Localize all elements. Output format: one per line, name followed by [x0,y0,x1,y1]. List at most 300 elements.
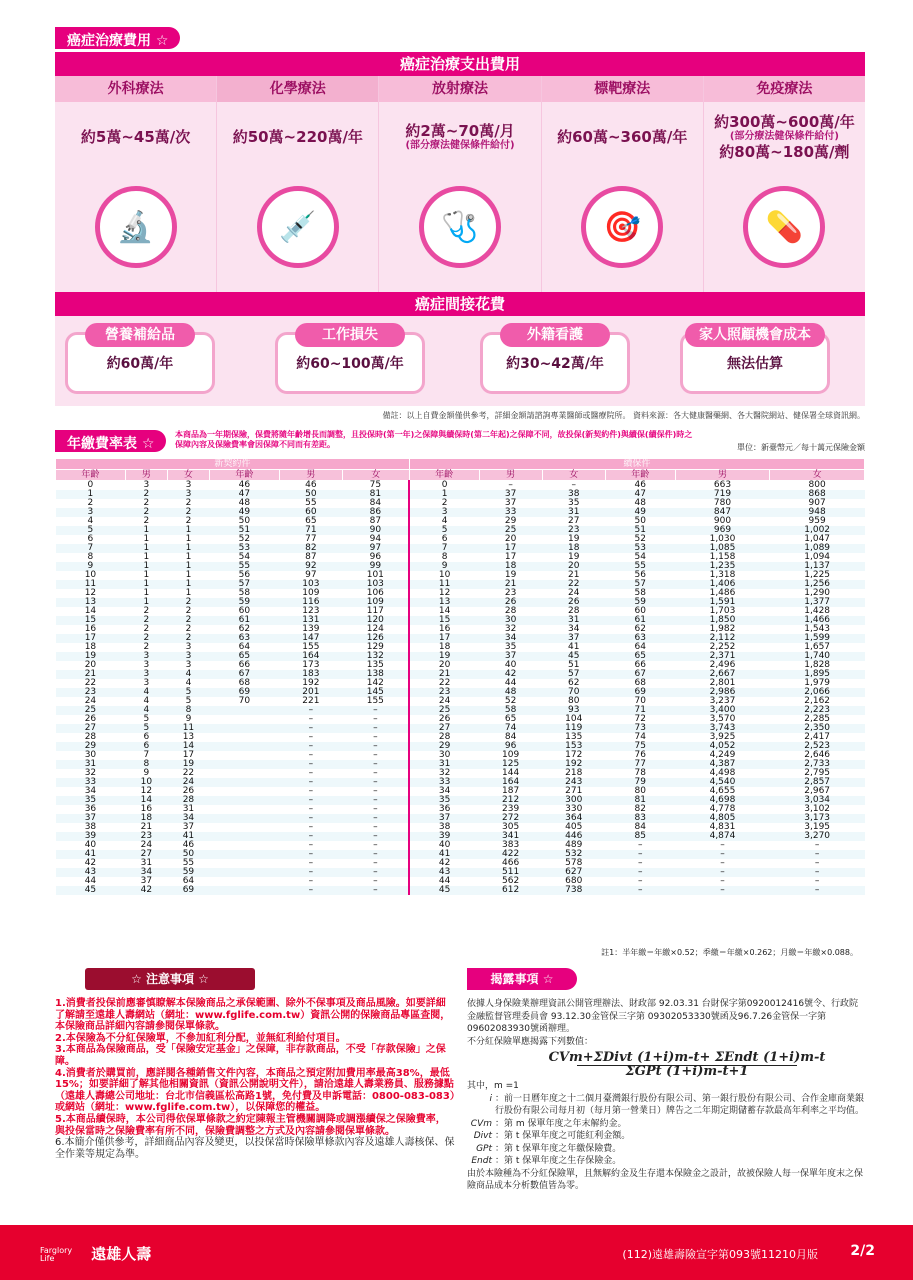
table-cell: 129 [366,642,384,652]
indirect-cost-value: 約30~42萬/年 [506,356,604,372]
table-cell: 46 [305,480,317,490]
table-cell: 16 [409,625,479,634]
table-row [56,517,865,526]
table-cell: 3 [167,652,209,661]
table-cell: 31 [140,858,153,868]
cancer-treatment-cost-panel [55,52,865,322]
table-cell: – [308,876,314,886]
caution-item: 5.本商品續保時，本公司得依保單條款之約定陳報主管機關調降或調漲續保之保險費率，與投保當時之保險費率有所不同，保險費調整之方式及內容請參閱保單條款。 [55,1113,446,1137]
table-cell: – [571,480,577,490]
table-cell: 22 [409,679,479,688]
column-header-female: 女 [167,470,209,481]
definition-key: i [489,1093,492,1104]
table-cell [209,868,279,877]
table-cell: 62 [568,678,580,688]
table-cell: 49 [209,508,279,517]
table-cell: 45 [542,652,605,661]
table-cell: – [308,732,314,742]
table-cell: 155 [302,642,320,652]
table-cell: – [308,786,314,796]
table-cell: 12 [140,786,153,796]
table-cell: 680 [565,876,583,886]
table-cell: 31 [409,760,479,769]
indirect-cost-title: 營養補給品 [85,323,195,347]
table-cell: 3 [143,480,150,490]
table-row [56,508,865,517]
table-cell: 67 [209,670,279,679]
syringe-icon: 💊 [743,186,825,268]
indirect-cost-banner: 癌症間接花費 [55,292,865,316]
formula-definition [467,1130,867,1143]
table-cell: 56 [634,570,646,580]
table-cell: 30 [84,750,97,760]
table-cell: 1 [409,490,479,499]
table-cell: 0 [87,480,94,490]
table-cell [209,760,279,769]
table-cell: 61 [605,616,675,625]
table-cell: – [279,778,342,787]
table-row [56,670,865,679]
table-cell: 2,795 [804,768,831,778]
table-cell [209,850,279,859]
table-cell: 2,417 [804,732,831,742]
table-cell: 17 [56,634,126,643]
table-cell: 57 [605,580,675,589]
table-cell: 109 [302,588,320,598]
group-new: 新契約件 [56,459,410,470]
treatment-cost-value: 約50萬~220萬/年 [232,128,363,146]
indirect-cost-panel [55,316,865,406]
table-cell: 92 [279,562,342,571]
table-cell: 14 [409,607,479,616]
table-cell: 37 [479,490,542,499]
table-cell: 28 [167,796,209,805]
table-cell: 83 [605,814,675,823]
table-cell: 192 [302,678,320,688]
indirect-cost-card [275,327,425,394]
table-cell: 4,655 [709,786,736,796]
section-title-cost: 癌症治療費用 ☆ [55,27,180,49]
treatment-name: 免疫療法 [704,76,865,102]
table-cell: 29 [504,516,517,526]
table-cell: – [308,768,314,778]
table-cell: 466 [502,858,520,868]
table-cell: 1 [143,534,150,544]
table-cell: 239 [502,804,520,814]
table-cell: 201 [279,688,342,697]
table-cell: 66 [238,660,251,670]
treatment-cost [714,102,855,172]
table-cell: 46 [238,480,251,490]
table-cell: 24 [409,697,479,706]
table-cell: 3 [185,660,192,670]
table-cell: 2,252 [709,642,736,652]
table-cell: 907 [808,498,826,508]
table-row [56,553,865,562]
table-cell: 1,466 [770,616,865,625]
table-cell: 1,047 [804,534,831,544]
indirect-cost-title: 家人照顧機會成本 [685,323,825,347]
table-cell: – [342,850,409,859]
table-cell: 1 [125,526,167,535]
table-cell [209,787,279,796]
table-cell: 1,828 [804,660,831,670]
table-cell: 59 [209,598,279,607]
table-cell: 2,646 [804,750,831,760]
table-cell: 9 [185,714,192,724]
treatment-name: 化學療法 [217,76,378,102]
table-row [56,580,865,589]
table-cell: 68 [238,678,251,688]
table-cell: 50 [167,850,209,859]
table-cell: – [508,480,513,490]
table-cell: – [308,822,314,832]
table-cell: 14 [167,742,209,751]
table-cell: 18 [409,643,479,652]
indirect-cost-card [680,327,830,394]
table-cell: 2 [167,508,209,517]
table-cell: 1 [125,580,167,589]
table-cell: 10 [409,571,479,580]
table-cell: 28 [84,732,97,742]
table-cell: 62 [634,624,646,634]
table-cell: 243 [542,778,605,787]
table-cell: 99 [342,562,409,571]
table-row [56,616,865,625]
table-row [56,499,865,508]
table-cell: 2,112 [675,634,770,643]
table-cell: 1 [56,490,126,499]
table-cell: 164 [279,652,342,661]
treatment-column [542,76,704,298]
table-row [56,868,865,877]
table-cell: 74 [479,724,542,733]
table-cell: 23 [409,688,479,697]
table-cell: 21 [568,570,580,580]
table-row [56,571,865,580]
table-cell: 272 [479,814,542,823]
table-cell: 62 [238,624,251,634]
table-cell: 44 [409,877,479,886]
table-cell: 40 [409,841,479,850]
table-cell: 50 [279,490,342,499]
table-cell: 27 [56,724,126,733]
table-cell: 55 [182,858,195,868]
table-cell: – [279,724,342,733]
table-cell: 5 [167,688,209,697]
table-cell: 42 [84,858,97,868]
table-cell: 65 [605,652,675,661]
table-cell: 1,094 [804,552,831,562]
table-cell: 42 [409,859,479,868]
table-cell: 39 [409,832,479,841]
table-cell: 82 [279,544,342,553]
formula-denominator: ΣGPt (1+i)m-t+1 [625,1063,749,1079]
table-cell: 2,371 [675,652,770,661]
table-cell: 13 [182,732,195,742]
table-cell: 142 [366,678,384,688]
indirect-cost-value: 約60~100萬/年 [296,356,404,372]
table-cell: 49 [605,508,675,517]
treatment-column [379,76,541,298]
rate-unit: 單位：新臺幣元／每十萬元保險金額 [737,443,865,452]
table-cell: 78 [634,768,646,778]
table-cell: 40 [84,840,97,850]
table-cell: – [638,858,643,868]
table-row [56,598,865,607]
table-cell: 37 [409,814,479,823]
table-cell: 13 [56,598,126,607]
table-cell: 79 [605,778,675,787]
column-header-age: 年齡 [409,470,479,481]
table-cell: – [342,814,409,823]
table-cell: – [373,786,378,796]
table-cell: 32 [504,624,517,634]
table-row [56,805,865,814]
table-cell: 3,925 [709,732,736,742]
table-cell: 383 [502,840,520,850]
table-cell: 59 [167,868,209,877]
table-cell: 3,570 [709,714,736,724]
table-cell: 17 [479,544,542,553]
table-cell: 187 [502,786,520,796]
table-cell: 3 [125,670,167,679]
table-cell: 75 [369,480,382,490]
table-row [56,652,865,661]
table-cell: – [308,750,314,760]
table-cell: 126 [342,634,409,643]
table-cell: – [342,742,409,751]
table-cell: – [342,832,409,841]
table-cell: 26 [182,786,195,796]
table-row [56,724,865,733]
table-cell: 35 [568,498,580,508]
table-row [56,751,865,760]
table-cell: 65 [504,714,517,724]
formula-definition [467,1118,867,1131]
table-cell: 60 [238,606,251,616]
table-cell: 72 [634,714,646,724]
table-cell [209,814,279,823]
indirect-cost-card [480,327,630,394]
table-cell: 489 [565,840,583,850]
table-cell: 38 [409,823,479,832]
table-cell: 43 [56,868,126,877]
table-cell: – [605,886,675,895]
table-cell: 80 [568,696,580,706]
table-cell: 29 [56,742,126,751]
table-cell: 218 [565,768,583,778]
table-cell: 2 [409,499,479,508]
column-header-age: 年齡 [605,470,675,481]
table-cell: 5 [143,714,150,724]
table-cell: 2 [125,634,167,643]
table-cell: 446 [542,832,605,841]
table-cell: 73 [605,724,675,733]
brand-logo [40,1243,151,1264]
table-cell: 4,874 [675,832,770,841]
table-cell: 55 [305,498,317,508]
table-cell: – [638,840,643,850]
table-cell: 2 [125,616,167,625]
treatment-name: 標靶療法 [542,76,703,102]
table-cell: – [342,868,409,877]
table-cell: 19 [56,652,126,661]
table-row [56,814,865,823]
table-cell: 28 [568,606,580,616]
table-cell: 0 [409,481,479,491]
microscope-icon: 🔬 [95,186,177,268]
table-cell: – [814,858,820,868]
table-cell: 1,850 [675,616,770,625]
table-cell: 21 [479,580,542,589]
table-cell: 58 [238,588,251,598]
brand-logo-text: 遠雄人壽 [91,1245,152,1263]
table-cell: – [308,840,314,850]
table-cell: 48 [238,498,251,508]
table-cell [209,751,279,760]
table-row [56,634,865,643]
table-cell: 341 [479,832,542,841]
table-cell: 22 [182,768,195,778]
table-cell: 1,428 [804,606,831,616]
table-cell: 5 [185,696,192,706]
column-header-male: 男 [675,470,770,481]
table-cell: 9 [143,768,150,778]
table-row [56,544,865,553]
table-cell: 1 [143,570,150,580]
treatment-cost-note: (部分療法健保條件給付) [405,140,515,151]
table-cell: 65 [305,516,317,526]
table-cell: 50 [238,516,251,526]
table-cell: 34 [125,868,167,877]
table-cell: 101 [366,570,384,580]
table-cell: 4 [143,696,150,706]
page-number: 2/2 [850,1243,875,1259]
table-cell: 24 [167,778,209,787]
column-header-male: 男 [479,470,542,481]
table-cell [209,715,279,724]
table-cell: 38 [84,822,97,832]
table-cell: 2,523 [770,742,865,751]
table-cell: 1,030 [709,534,736,544]
table-cell: 1 [125,544,167,553]
table-cell: 305 [502,822,520,832]
table-cell: 192 [542,760,605,769]
table-cell: – [279,850,342,859]
table-cell: 32 [409,769,479,778]
table-cell: 2,733 [770,760,865,769]
disclosure-section [467,968,867,1193]
table-cell: 532 [542,850,605,859]
table-cell: 3,237 [709,696,736,706]
table-cell: 2 [143,498,150,508]
table-row [56,886,865,895]
table-cell: 1,895 [770,670,865,679]
table-cell: 90 [342,526,409,535]
table-cell: – [342,778,409,787]
table-cell: 948 [770,508,865,517]
caution-item: 1.消費者投保前應審慎瞭解本保險商品之承保範圍、除外不保事項及商品風險。如要詳細了解請至遠雄人壽網站（網址：www.fglife.com.tw）資訊公開的保險商品專區查閱，本保險商品詳細內容請參閱保單條款。 [55,998,451,1033]
table-cell: 800 [808,480,826,490]
table-cell: 7 [143,750,150,760]
caution-item: 4.消費者於購買前，應詳閱各種銷售文件內容，本商品之預定附加費用率最高38%，最低15%；如要詳細了解其他相關資訊（資訊公開說明文件），請洽遠雄人壽業務員、服務據點（遠雄人壽總公司地址：台北市信義區松高路1號，免付費及申訴電話：0800-083-083）或網站（網址：www.fglife.com.tw），以保障您的權益。 [55,1067,455,1114]
definition-value: ：第 t 保單年度之生存保險金。 [495,1156,622,1166]
table-cell: 147 [279,634,342,643]
table-cell: 2 [143,642,150,652]
table-row [56,787,865,796]
disclosure-para3: 由於本險種為不分紅保險單，且無解約金及生存還本保險金之設計，故被保險人每一保單年度末之保險商品成本分析數值皆為零。 [467,1168,864,1191]
table-cell: 2 [143,624,150,634]
treatment-cost-banner: 癌症治療支出費用 [55,52,865,76]
table-cell: 31 [542,616,605,625]
table-cell: 663 [713,480,732,490]
formula-definition [467,1093,867,1118]
table-cell [209,796,279,805]
table-cell: 67 [605,670,675,679]
iv-drip-icon: 💉 [257,186,339,268]
table-cell [209,805,279,814]
table-cell: 138 [342,670,409,679]
table-cell: – [720,876,725,886]
table-cell: 3,270 [770,832,865,841]
table-cell: 104 [565,714,583,724]
table-cell: 57 [209,580,279,589]
table-cell: 51 [568,660,580,670]
table-cell: 4,540 [675,778,770,787]
table-cell: 2 [87,498,94,508]
table-cell: 124 [366,624,384,634]
table-cell: 3 [143,678,150,688]
caution-item: 6.本簡介僅供參考，詳細商品內容及變更，以投保當時保險單條款內容及遠雄人壽核保、保全作業等規定為準。 [55,1137,455,1160]
table-row [56,841,865,850]
table-cell: 2,857 [770,778,865,787]
table-cell: 2,350 [770,724,865,733]
table-row [56,697,865,706]
table-cell: 23 [504,588,517,598]
table-cell: 1 [185,534,192,544]
table-row [56,733,865,742]
table-cell: 19 [167,760,209,769]
table-cell: 4,698 [675,796,770,805]
table-cell: 1,486 [709,588,736,598]
table-cell: 93 [542,706,605,715]
table-cell: – [373,858,378,868]
table-cell: 4 [409,517,479,526]
definition-value: ：第 t 保單年度之年繳保險費。 [495,1143,622,1154]
table-cell: 31 [182,804,195,814]
table-row [56,706,865,715]
table-cell: 119 [542,724,605,733]
disclosure-para1: 依據人身保險業辦理資訊公開管理辦法、財政部 92.03.31 台財保字第0920012416號令、行政院金融監督管理委員會 93.12.30金管保三字第 09302053330號函及96.7.26金管保一字第09602083930號函辦理。 [467,999,859,1034]
disclosure-para2: 不分紅保險單應揭露下列數值： [467,1036,594,1047]
table-cell: 2,285 [804,714,831,724]
table-cell: 65 [209,652,279,661]
table-cell: 23 [542,526,605,535]
table-cell: – [279,760,342,769]
table-cell: 31 [56,760,126,769]
table-cell: – [675,868,770,877]
table-cell: 20 [84,660,97,670]
table-cell: 69 [605,688,675,697]
table-cell: 53 [209,544,279,553]
indirect-cost-title: 外籍看護 [500,323,610,347]
disclosure-title: 揭露事項 ☆ [467,968,577,990]
table-cell: 26 [409,715,479,724]
table-cell: 44 [504,678,517,688]
table-cell: – [279,886,342,895]
table-cell: 2 [185,498,192,508]
